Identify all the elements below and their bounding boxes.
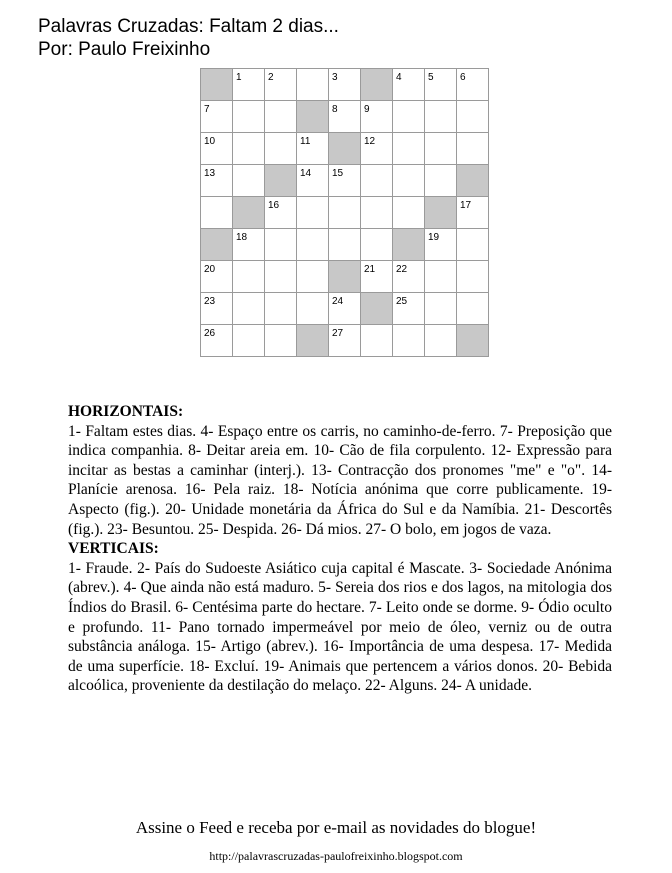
grid-cell (201, 133, 233, 165)
author-line: Por: Paulo Freixinho (38, 39, 211, 60)
grid-cell (201, 293, 233, 325)
grid-cell (201, 101, 233, 133)
grid-row (201, 229, 489, 261)
grid-cell (297, 261, 329, 293)
grid-cell-black (265, 165, 297, 197)
grid-cell (425, 133, 457, 165)
cell-number: 18 (236, 232, 248, 243)
crossword-grid (200, 68, 489, 357)
cell-number: 17 (460, 200, 472, 211)
grid-cell (425, 261, 457, 293)
cell-number: 23 (204, 296, 216, 307)
grid-cell-black (425, 197, 457, 229)
cell-number: 4 (396, 72, 402, 83)
grid-cell-black (297, 325, 329, 357)
cell-number: 12 (364, 136, 376, 147)
grid-row (201, 133, 489, 165)
grid-cell-black (457, 165, 489, 197)
cell-number: 10 (204, 136, 216, 147)
grid-cell (425, 325, 457, 357)
grid-cell (393, 133, 425, 165)
grid-cell (297, 69, 329, 101)
cell-number: 1 (236, 72, 242, 83)
grid-row (201, 101, 489, 133)
grid-cell (361, 197, 393, 229)
grid-cell-black (329, 133, 361, 165)
grid-cell (329, 325, 361, 357)
grid-cell (393, 101, 425, 133)
grid-cell (233, 101, 265, 133)
grid-cell-black (457, 325, 489, 357)
grid-cell (329, 69, 361, 101)
grid-cell (265, 133, 297, 165)
grid-cell (201, 165, 233, 197)
grid-cell (425, 69, 457, 101)
cell-number: 3 (332, 72, 338, 83)
grid-cell (233, 293, 265, 325)
grid-cell (361, 133, 393, 165)
grid-cell (297, 229, 329, 261)
clues-section (68, 402, 612, 696)
grid-cell-black (361, 69, 393, 101)
puzzle-title (38, 15, 339, 61)
grid-cell (233, 165, 265, 197)
feed-subscribe-text[interactable]: Assine o Feed e receba por e-mail as novidades do blogue! (135, 818, 537, 837)
cell-number: 14 (300, 168, 312, 179)
grid-row (201, 325, 489, 357)
cell-number: 21 (364, 264, 376, 275)
cell-number: 15 (332, 168, 344, 179)
cell-number: 24 (332, 296, 344, 307)
grid-cell (393, 293, 425, 325)
grid-cell (393, 197, 425, 229)
cell-number: 22 (396, 264, 408, 275)
cell-number: 5 (428, 72, 434, 83)
grid-cell (265, 293, 297, 325)
grid-cell (201, 325, 233, 357)
grid-row (201, 261, 489, 293)
grid-cell (201, 197, 233, 229)
grid-row (201, 293, 489, 325)
grid-cell (329, 101, 361, 133)
grid-cell (201, 261, 233, 293)
grid-cell-black (361, 293, 393, 325)
grid-cell (233, 69, 265, 101)
grid-cell (297, 165, 329, 197)
grid-cell (265, 69, 297, 101)
grid-cell (329, 229, 361, 261)
vertical-heading: VERTICAIS: (68, 540, 159, 558)
grid-cell (329, 165, 361, 197)
grid-cell (329, 197, 361, 229)
horizontal-heading: HORIZONTAIS: (68, 403, 184, 420)
cell-number: 27 (332, 328, 344, 339)
grid-row (201, 69, 489, 101)
grid-cell (457, 101, 489, 133)
grid-cell (361, 229, 393, 261)
cell-number: 8 (332, 104, 338, 115)
grid-cell (233, 261, 265, 293)
grid-cell (457, 261, 489, 293)
grid-cell-black (393, 229, 425, 261)
grid-cell (329, 293, 361, 325)
grid-cell (265, 325, 297, 357)
cell-number: 13 (204, 168, 216, 179)
cell-number: 9 (364, 104, 370, 115)
cell-number: 16 (268, 200, 280, 211)
grid-cell (393, 69, 425, 101)
grid-cell (233, 133, 265, 165)
grid-cell (361, 165, 393, 197)
grid-row (201, 165, 489, 197)
grid-cell (265, 197, 297, 229)
title-line: Palavras Cruzadas: Faltam 2 dias... (38, 16, 339, 37)
grid-cell (265, 261, 297, 293)
cell-number: 7 (204, 104, 210, 115)
grid-cell (425, 101, 457, 133)
grid-cell-black (297, 101, 329, 133)
grid-cell-black (329, 261, 361, 293)
grid-cell (425, 229, 457, 261)
grid-cell (457, 197, 489, 229)
grid-cell (297, 133, 329, 165)
grid-cell (233, 325, 265, 357)
grid-cell (457, 229, 489, 261)
grid-cell (393, 165, 425, 197)
cell-number: 19 (428, 232, 440, 243)
cell-number: 20 (204, 264, 216, 275)
grid-cell (425, 165, 457, 197)
grid-cell (425, 293, 457, 325)
grid-cell (393, 261, 425, 293)
cell-number: 26 (204, 328, 216, 339)
grid-row (201, 197, 489, 229)
grid-cell (265, 229, 297, 261)
cell-number: 2 (268, 72, 274, 83)
cell-number: 11 (300, 136, 311, 147)
grid-cell (393, 325, 425, 357)
grid-cell (233, 229, 265, 261)
blog-url[interactable]: http://palavrascruzadas-paulofreixinho.blogspot.com (209, 849, 463, 863)
grid-cell-black (233, 197, 265, 229)
grid-cell (297, 293, 329, 325)
grid-cell (361, 101, 393, 133)
horizontal-clues: 1- Faltam estes dias. 4- Espaço entre os carris, no caminho-de-ferro. 7- Preposição que indica companhia. 8- Deitar areia em. 10- Cão de fila corpulento. 12- Expressão para incitar as bestas a caminhar (interj.). 13- Contracção dos pronomes "me" e "o". 14- Planície arenosa. 16- Pela raiz. 18- Notícia anónima que corre publicamente. 19- Aspecto (fig.). 20- Unidade monetária da África do Sul e da Namíbia. 21- Descortês (fig.). 23- Besuntou. 25- Despida. 26- Dá mios. 27- O bolo, em jogos de vaza. (68, 422, 612, 538)
grid-cell-black (201, 229, 233, 261)
cell-number: 25 (396, 296, 408, 307)
grid-cell-black (201, 69, 233, 101)
vertical-clues: 1- Fraude. 2- País do Sudoeste Asiático cuja capital é Mascate. 3- Sociedade Anónima (abrev.). 4- Que ainda não está maduro. 5- Sereia dos rios e dos lagos, na mitologia dos Índios do Brasil. 6- Centésima parte do hectare. 7- Leito onde se dorme. 9- Ódio oculto e profundo. 11- Pano tornado impermeável por meio de óleo, verniz ou de outra substância análoga. 15- Artigo (abrev.). 16- Importância de uma despesa. 17- Medida de uma superfície. 18- Excluí. 19- Animais que pertencem a vários donos. 20- Bebida alcoólica, proveniente da destilação do melaço. 22- Alguns. 24- A unidade. (68, 559, 612, 695)
grid-cell (457, 293, 489, 325)
grid-cell (457, 133, 489, 165)
grid-cell (361, 325, 393, 357)
grid-cell (457, 69, 489, 101)
cell-number: 6 (460, 72, 466, 83)
grid-cell (361, 261, 393, 293)
grid-cell (265, 101, 297, 133)
grid-cell (297, 197, 329, 229)
